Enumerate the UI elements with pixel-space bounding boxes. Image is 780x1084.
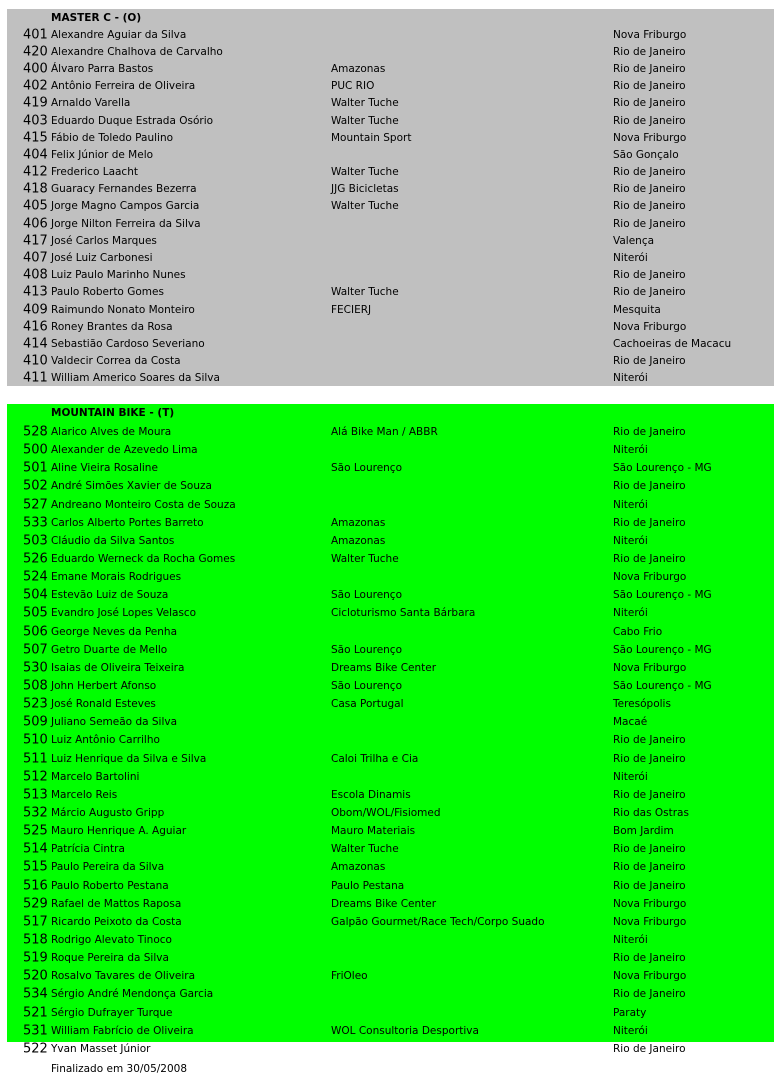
bib-number: 510 [23, 732, 48, 748]
city-name: Rio de Janeiro [613, 217, 686, 230]
mountain-bike-section [7, 404, 774, 1057]
bib-number: 517 [23, 914, 48, 930]
team-name: Amazonas [331, 861, 386, 874]
table-row [7, 249, 774, 266]
city-name: Cachoeiras de Macacu [613, 337, 732, 350]
table-row [7, 301, 774, 318]
team-name: Walter Tuche [331, 114, 399, 127]
city-name: São Lourenço - MG [613, 589, 712, 602]
table-row [7, 459, 774, 477]
bib-number: 410 [23, 353, 48, 369]
city-name: São Lourenço - MG [613, 643, 712, 656]
table-row [7, 496, 774, 514]
city-name: Rio de Janeiro [613, 752, 686, 765]
bib-number: 533 [23, 515, 48, 531]
table-row [7, 198, 774, 215]
city-name: Rio de Janeiro [613, 734, 686, 747]
city-name: Niterói [613, 1024, 648, 1037]
team-name: Cicloturismo Santa Bárbara [331, 607, 476, 620]
bib-number: 406 [23, 216, 48, 232]
table-row [7, 318, 774, 335]
bib-number: 412 [23, 164, 48, 180]
rider-name: Marcelo Bartolini [51, 770, 140, 783]
bib-number: 521 [23, 1005, 48, 1021]
table-row [7, 146, 774, 163]
bib-number: 405 [23, 198, 48, 214]
team-name: São Lourenço [331, 462, 403, 475]
team-name: Dreams Bike Center [331, 897, 437, 910]
table-row [7, 353, 774, 370]
table-row [7, 181, 774, 198]
table-row [7, 877, 774, 895]
city-name: Rio de Janeiro [613, 355, 686, 368]
bib-number: 411 [23, 370, 48, 386]
table-row [7, 949, 774, 967]
city-name: Niterói [613, 444, 648, 457]
table-row [7, 586, 774, 604]
rider-name: Sebastião Cardoso Severiano [51, 337, 205, 350]
bib-number: 408 [23, 267, 48, 283]
bib-number: 512 [23, 769, 48, 785]
rider-name: Andreano Monteiro Costa de Souza [51, 498, 236, 511]
rider-name: Raimundo Nonato Monteiro [51, 303, 195, 316]
bib-number: 413 [23, 284, 48, 300]
rider-name: Alarico Alves de Moura [51, 426, 172, 439]
table-row [7, 532, 774, 550]
master-c-section [7, 9, 774, 386]
city-name: Rio de Janeiro [613, 1042, 686, 1055]
bib-number: 531 [23, 1023, 48, 1039]
bib-number: 505 [23, 605, 48, 621]
master-c-list [7, 26, 774, 387]
team-name: Galpão Gourmet/Race Tech/Corpo Suado [331, 915, 545, 928]
rider-name: William Americo Soares da Silva [51, 372, 220, 385]
city-name: Cabo Frio [613, 625, 663, 638]
table-row [7, 641, 774, 659]
table-row [7, 804, 774, 822]
city-name: Paraty [613, 1006, 647, 1019]
rider-name: Alexandre Chalhova de Carvalho [51, 45, 223, 58]
rider-name: Luiz Henrique da Silva e Silva [51, 752, 207, 765]
table-row [7, 1040, 774, 1058]
city-name: Rio de Janeiro [613, 269, 686, 282]
rider-name: Frederico Laacht [51, 166, 138, 179]
rider-name: Paulo Pereira da Silva [51, 861, 165, 874]
table-row [7, 95, 774, 112]
rider-name: Sérgio Dufrayer Turque [51, 1006, 173, 1019]
city-name: Rio de Janeiro [613, 200, 686, 213]
bib-number: 407 [23, 250, 48, 266]
city-name: Nova Friburgo [613, 661, 687, 674]
table-row [7, 659, 774, 677]
rider-name: Roque Pereira da Silva [51, 952, 169, 965]
team-name: São Lourenço [331, 589, 403, 602]
team-name: WOL Consultoria Desportiva [331, 1024, 479, 1037]
team-name: Amazonas [331, 516, 386, 529]
city-name: Rio de Janeiro [613, 861, 686, 874]
city-name: Nova Friburgo [613, 320, 687, 333]
rider-name: Ricardo Peixoto da Costa [51, 915, 182, 928]
city-name: Niterói [613, 372, 648, 385]
city-name: Rio de Janeiro [613, 286, 686, 299]
rider-name: Cláudio da Silva Santos [51, 534, 175, 547]
rider-name: Valdecir Correa da Costa [51, 355, 181, 368]
city-name: Valença [613, 234, 655, 247]
city-name: Niterói [613, 252, 648, 265]
city-name: Rio de Janeiro [613, 114, 686, 127]
table-row [7, 164, 774, 181]
table-row [7, 895, 774, 913]
table-row [7, 129, 774, 146]
table-row [7, 840, 774, 858]
rider-name: Juliano Semeão da Silva [51, 716, 178, 729]
table-row [7, 568, 774, 586]
table-row [7, 370, 774, 387]
table-row [7, 267, 774, 284]
bib-number: 520 [23, 968, 48, 984]
bib-number: 401 [23, 27, 48, 43]
table-row [7, 232, 774, 249]
city-name: Rio de Janeiro [613, 879, 686, 892]
team-name: Dreams Bike Center [331, 661, 437, 674]
rider-name: Rosalvo Tavares de Oliveira [51, 970, 196, 983]
section-title: MOUNTAIN BIKE - (T) [51, 407, 175, 419]
table-row [7, 677, 774, 695]
rider-name: Eduardo Werneck da Rocha Gomes [51, 553, 236, 566]
bib-number: 507 [23, 642, 48, 658]
bib-number: 532 [23, 805, 48, 821]
bib-number: 500 [23, 442, 48, 458]
table-row [7, 822, 774, 840]
rider-name: José Luiz Carbonesi [51, 252, 153, 265]
team-name: Amazonas [331, 62, 386, 75]
bib-number: 519 [23, 950, 48, 966]
city-name: Rio de Janeiro [613, 480, 686, 493]
city-name: Niterói [613, 770, 648, 783]
team-name: JJG Bicicletas [331, 183, 399, 196]
city-name: Rio de Janeiro [613, 183, 686, 196]
city-name: Mesquita [613, 303, 661, 316]
section-title: MASTER C - (O) [51, 12, 142, 24]
city-name: Rio de Janeiro [613, 788, 686, 801]
bib-number: 509 [23, 714, 48, 730]
rider-name: William Fabrício de Oliveira [51, 1024, 194, 1037]
table-row [7, 695, 774, 713]
bib-number: 525 [23, 823, 48, 839]
bib-number: 404 [23, 147, 48, 163]
table-row [7, 60, 774, 77]
city-name: Rio de Janeiro [613, 426, 686, 439]
bib-number: 419 [23, 95, 48, 111]
rider-name: Rodrigo Alevato Tinoco [51, 934, 172, 946]
team-name: Casa Portugal [331, 698, 404, 711]
rider-name: Jorge Magno Campos Garcia [51, 200, 200, 213]
bib-number: 534 [23, 986, 48, 1002]
city-name: Nova Friburgo [613, 131, 687, 144]
bib-number: 501 [23, 460, 48, 476]
table-row [7, 423, 774, 441]
footer-date: Finalizado em 30/05/2008 [51, 1063, 188, 1075]
bib-number: 402 [23, 78, 48, 94]
table-row [7, 604, 774, 622]
team-name: Obom/WOL/Fisiomed [331, 807, 441, 820]
city-name: Nova Friburgo [613, 897, 687, 910]
team-name: Walter Tuche [331, 553, 399, 566]
bib-number: 518 [23, 932, 48, 948]
team-name: Mountain Sport [331, 131, 412, 144]
table-row [7, 335, 774, 352]
bib-number: 503 [23, 533, 48, 549]
table-row [7, 215, 774, 232]
city-name: Nova Friburgo [613, 571, 687, 584]
rider-name: Marcelo Reis [51, 788, 118, 801]
city-name: Nova Friburgo [613, 28, 687, 41]
table-row [7, 514, 774, 532]
bib-number: 523 [23, 696, 48, 712]
rider-name: John Herbert Afonso [51, 680, 157, 693]
table-row [7, 112, 774, 129]
team-name: Paulo Pestana [331, 879, 405, 892]
rider-name: Paulo Roberto Gomes [51, 286, 164, 299]
mountain-bike-list [7, 423, 774, 1058]
table-row [7, 623, 774, 641]
city-name: Rio de Janeiro [613, 80, 686, 93]
rider-name: Rafael de Mattos Raposa [51, 897, 182, 910]
bib-number: 418 [23, 181, 48, 197]
rider-name: Paulo Roberto Pestana [51, 879, 169, 892]
team-name: FriOleo [331, 970, 368, 983]
city-name: Niterói [613, 534, 648, 547]
rider-name: Patrícia Cintra [51, 843, 125, 856]
team-name: Walter Tuche [331, 200, 399, 213]
bib-number: 400 [23, 61, 48, 77]
table-row [7, 768, 774, 786]
rider-name: Isaias de Oliveira Teixeira [51, 661, 185, 674]
rider-name: Eduardo Duque Estrada Osório [51, 114, 214, 127]
rider-name: George Neves da Penha [51, 625, 178, 638]
team-name: Walter Tuche [331, 843, 399, 856]
rider-name: Fábio de Toledo Paulino [51, 131, 174, 144]
city-name: Rio de Janeiro [613, 62, 686, 75]
rider-name: Márcio Augusto Gripp [51, 807, 165, 820]
rider-name: José Ronald Esteves [51, 698, 156, 711]
bib-number: 530 [23, 660, 48, 676]
team-name: Mauro Materiais [331, 825, 416, 838]
rider-name: Antônio Ferreira de Oliveira [51, 80, 196, 93]
bib-number: 524 [23, 569, 48, 585]
bib-number: 414 [23, 336, 48, 352]
table-row [7, 1022, 774, 1040]
rider-name: Alexandre Aguiar da Silva [51, 28, 187, 41]
city-name: Rio de Janeiro [613, 952, 686, 965]
rider-name: Alexander de Azevedo Lima [51, 444, 198, 457]
rider-name: Álvaro Parra Bastos [51, 62, 154, 75]
bib-number: 416 [23, 319, 48, 335]
rider-name: Evandro José Lopes Velasco [51, 607, 197, 620]
rider-name: Yvan Masset Júnior [51, 1042, 151, 1055]
city-name: Niterói [613, 607, 648, 620]
table-row [7, 43, 774, 60]
table-row [7, 858, 774, 876]
bib-number: 527 [23, 497, 48, 513]
team-name: Alá Bike Man / ABBR [331, 426, 438, 439]
team-name: FECIERJ [331, 303, 372, 316]
rider-name: Luiz Paulo Marinho Nunes [51, 269, 186, 282]
rider-name: Carlos Alberto Portes Barreto [51, 516, 204, 529]
table-row [7, 441, 774, 459]
city-name: Niterói [613, 498, 648, 511]
rider-name: Guaracy Fernandes Bezerra [51, 183, 197, 196]
team-name: Caloi Trilha e Cia [331, 752, 419, 765]
bib-number: 529 [23, 896, 48, 912]
city-name: Rio de Janeiro [613, 516, 686, 529]
table-row [7, 731, 774, 749]
city-name: São Lourenço - MG [613, 680, 712, 693]
table-row [7, 1004, 774, 1022]
bib-number: 508 [23, 678, 48, 694]
table-row [7, 967, 774, 985]
bib-number: 420 [23, 44, 48, 60]
rider-name: Jorge Nilton Ferreira da Silva [51, 217, 201, 230]
bib-number: 417 [23, 233, 48, 249]
rider-name: Roney Brantes da Rosa [51, 320, 173, 333]
rider-name: Emane Morais Rodrigues [51, 571, 182, 584]
city-name: São Gonçalo [613, 148, 679, 161]
bib-number: 403 [23, 113, 48, 129]
team-name: PUC RIO [331, 80, 375, 93]
rider-name: Luiz Antônio Carrilho [51, 734, 160, 747]
bib-number: 409 [23, 302, 48, 318]
rider-name: Estevão Luiz de Souza [51, 589, 169, 602]
city-name: Rio de Janeiro [613, 843, 686, 856]
city-name: Rio de Janeiro [613, 166, 686, 179]
city-name: Niterói [613, 934, 648, 946]
city-name: Rio de Janeiro [613, 45, 686, 58]
table-row [7, 931, 774, 949]
table-row [7, 26, 774, 43]
bib-number: 415 [23, 130, 48, 146]
bib-number: 506 [23, 624, 48, 640]
table-row [7, 985, 774, 1003]
bib-number: 528 [23, 424, 48, 440]
team-name: Walter Tuche [331, 166, 399, 179]
bib-number: 513 [23, 787, 48, 803]
city-name: Rio de Janeiro [613, 988, 686, 1001]
rider-name: Arnaldo Varella [51, 97, 131, 110]
team-name: Escola Dinamis [331, 788, 411, 801]
city-name: Rio de Janeiro [613, 97, 686, 110]
city-name: São Lourenço - MG [613, 462, 712, 475]
rider-name: Aline Vieira Rosaline [51, 462, 158, 475]
city-name: Bom Jardim [613, 825, 674, 838]
rider-name: André Simões Xavier de Souza [51, 480, 212, 493]
bib-number: 522 [23, 1041, 48, 1057]
city-name: Macaé [613, 716, 648, 729]
city-name: Nova Friburgo [613, 915, 687, 928]
table-row [7, 786, 774, 804]
table-row [7, 477, 774, 495]
team-name: São Lourenço [331, 680, 403, 693]
city-name: Nova Friburgo [613, 970, 687, 983]
bib-number: 514 [23, 841, 48, 857]
bib-number: 504 [23, 587, 48, 603]
team-name: Walter Tuche [331, 97, 399, 110]
rider-name: Getro Duarte de Mello [51, 643, 168, 656]
table-row [7, 913, 774, 931]
table-row [7, 750, 774, 768]
rider-name: Sérgio André Mendonça Garcia [51, 988, 214, 1001]
bib-number: 502 [23, 478, 48, 494]
team-name: Walter Tuche [331, 286, 399, 299]
table-row [7, 284, 774, 301]
table-row [7, 78, 774, 95]
team-name: Amazonas [331, 534, 386, 547]
table-row [7, 713, 774, 731]
city-name: Rio das Ostras [613, 807, 689, 820]
city-name: Teresópolis [613, 698, 671, 711]
bib-number: 516 [23, 878, 48, 894]
team-name: São Lourenço [331, 643, 403, 656]
rider-name: José Carlos Marques [51, 234, 157, 247]
city-name: Rio de Janeiro [613, 553, 686, 566]
bib-number: 515 [23, 859, 48, 875]
table-row [7, 550, 774, 568]
rider-name: Mauro Henrique A. Aguiar [51, 825, 187, 838]
bib-number: 526 [23, 551, 48, 567]
rider-name: Felix Júnior de Melo [51, 148, 154, 161]
bib-number: 511 [23, 751, 48, 767]
